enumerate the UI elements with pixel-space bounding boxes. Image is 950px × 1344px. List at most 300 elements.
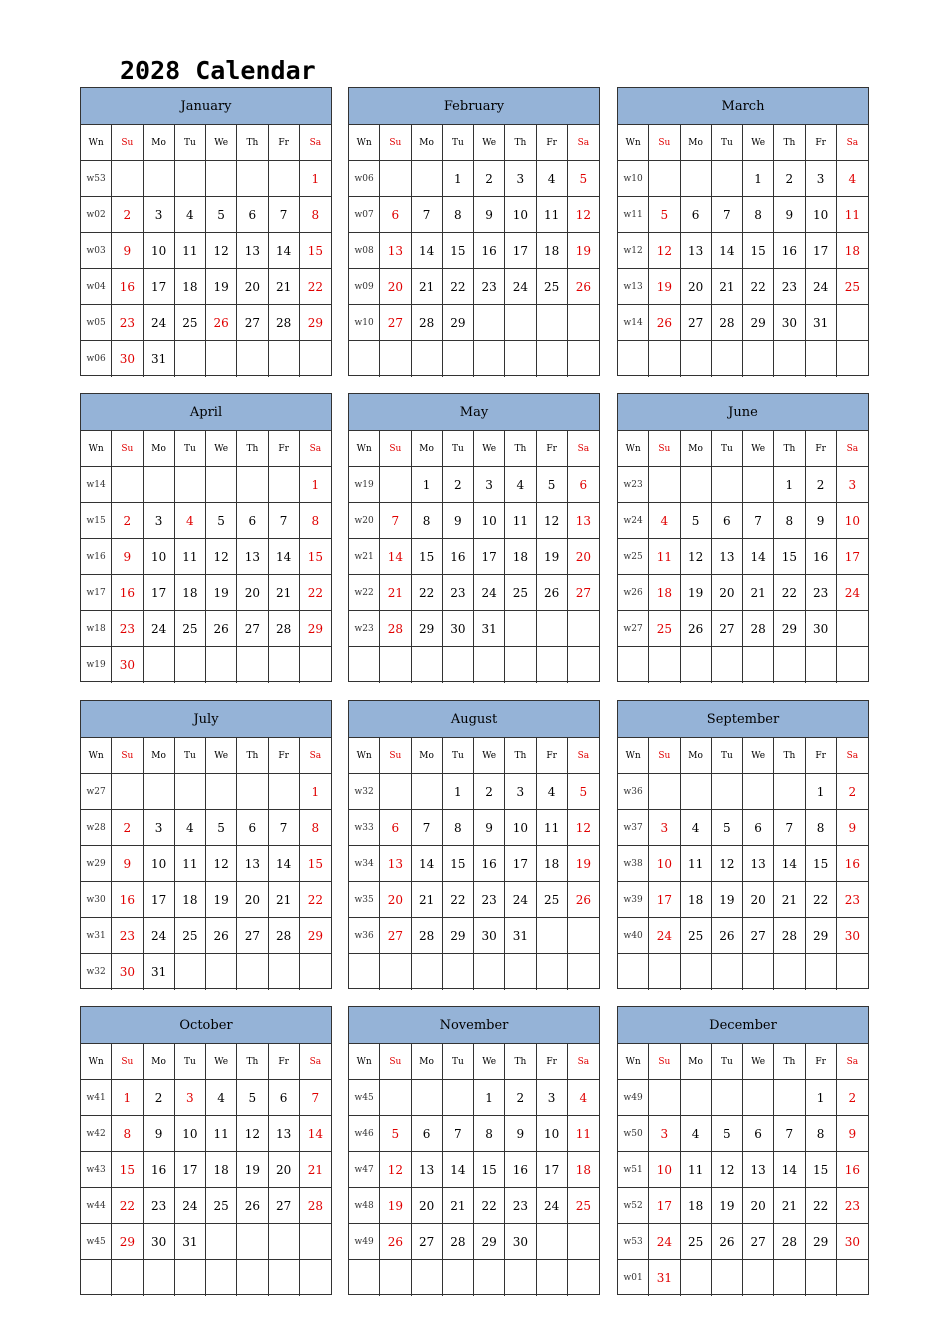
day-cell: 30 (806, 611, 837, 647)
day-cell (206, 774, 237, 810)
day-cell: 19 (681, 575, 712, 611)
day-cell: 9 (112, 233, 143, 269)
day-cell: 21 (743, 575, 774, 611)
week-number: w12 (618, 233, 649, 269)
week-number: w18 (81, 611, 112, 647)
weekday-header: Th (774, 125, 805, 161)
day-cell: 6 (712, 503, 743, 539)
day-cell (474, 954, 505, 990)
week-number: w10 (349, 305, 380, 341)
day-cell (568, 1224, 599, 1260)
day-cell: 8 (806, 1116, 837, 1152)
week-number: w23 (618, 467, 649, 503)
day-cell: 11 (568, 1116, 599, 1152)
day-cell: 14 (412, 233, 443, 269)
day-cell: 2 (474, 161, 505, 197)
day-cell: 28 (412, 918, 443, 954)
weekday-header: Tu (175, 1044, 206, 1080)
weekday-header: Sa (568, 1044, 599, 1080)
day-cell: 17 (175, 1152, 206, 1188)
week-number: w28 (81, 810, 112, 846)
day-cell: 8 (443, 197, 474, 233)
week-number: w25 (618, 539, 649, 575)
day-cell (380, 161, 411, 197)
day-cell: 1 (743, 161, 774, 197)
day-cell: 13 (237, 846, 268, 882)
day-cell: 11 (505, 503, 536, 539)
week-number: w05 (81, 305, 112, 341)
weekday-header: We (206, 125, 237, 161)
week-number: w23 (349, 611, 380, 647)
day-cell: 17 (474, 539, 505, 575)
week-number: w42 (81, 1116, 112, 1152)
day-cell: 20 (269, 1152, 300, 1188)
day-cell (837, 954, 868, 990)
day-cell (412, 1080, 443, 1116)
day-cell (505, 1260, 536, 1296)
day-cell: 23 (144, 1188, 175, 1224)
weekday-header: Sa (300, 738, 331, 774)
month-title: April (81, 394, 331, 431)
day-cell: 11 (206, 1116, 237, 1152)
day-cell (505, 647, 536, 683)
day-cell: 6 (412, 1116, 443, 1152)
day-cell: 19 (568, 846, 599, 882)
day-cell: 8 (412, 503, 443, 539)
month-october (80, 1006, 332, 1295)
day-cell (380, 341, 411, 377)
day-cell (537, 954, 568, 990)
week-number: w11 (618, 197, 649, 233)
day-cell: 24 (474, 575, 505, 611)
day-cell (537, 305, 568, 341)
day-cell: 25 (175, 305, 206, 341)
week-number: w47 (349, 1152, 380, 1188)
day-cell (568, 918, 599, 954)
day-cell: 26 (206, 918, 237, 954)
day-cell: 16 (774, 233, 805, 269)
day-cell: 18 (175, 575, 206, 611)
weekday-header: Sa (300, 1044, 331, 1080)
day-cell (269, 467, 300, 503)
day-cell: 21 (412, 269, 443, 305)
weekday-header: Fr (806, 738, 837, 774)
day-cell: 26 (380, 1224, 411, 1260)
day-cell: 2 (774, 161, 805, 197)
day-cell (505, 611, 536, 647)
day-cell: 13 (712, 539, 743, 575)
day-cell (743, 954, 774, 990)
day-cell: 12 (568, 810, 599, 846)
day-cell: 24 (806, 269, 837, 305)
day-cell: 15 (443, 846, 474, 882)
day-cell: 11 (175, 846, 206, 882)
day-cell: 18 (681, 1188, 712, 1224)
day-cell: 8 (806, 810, 837, 846)
day-cell: 13 (412, 1152, 443, 1188)
day-cell: 12 (712, 1152, 743, 1188)
day-cell: 4 (681, 1116, 712, 1152)
day-cell (505, 341, 536, 377)
day-cell (537, 341, 568, 377)
day-cell: 7 (774, 1116, 805, 1152)
day-cell: 13 (380, 233, 411, 269)
day-cell: 19 (237, 1152, 268, 1188)
day-cell: 5 (237, 1080, 268, 1116)
week-number: w06 (81, 341, 112, 377)
week-number: w30 (81, 882, 112, 918)
month-december (617, 1006, 869, 1295)
day-cell: 15 (300, 233, 331, 269)
week-number: w43 (81, 1152, 112, 1188)
weekday-header: Mo (681, 1044, 712, 1080)
weekday-header: Fr (806, 125, 837, 161)
day-cell: 2 (112, 197, 143, 233)
day-cell: 11 (175, 233, 206, 269)
day-cell: 10 (649, 846, 680, 882)
day-cell: 18 (837, 233, 868, 269)
day-cell (300, 1224, 331, 1260)
weekday-header: Th (774, 1044, 805, 1080)
day-cell: 21 (412, 882, 443, 918)
day-cell: 28 (712, 305, 743, 341)
week-number: w04 (81, 269, 112, 305)
day-cell: 13 (681, 233, 712, 269)
day-cell: 27 (237, 918, 268, 954)
day-cell: 8 (743, 197, 774, 233)
day-cell (774, 954, 805, 990)
day-cell: 26 (206, 611, 237, 647)
weekday-header: Th (505, 125, 536, 161)
week-number: w45 (349, 1080, 380, 1116)
weekday-header: We (743, 431, 774, 467)
day-cell: 3 (505, 161, 536, 197)
day-cell (568, 954, 599, 990)
week-number-header: Wn (81, 1044, 112, 1080)
weekday-header: Su (380, 431, 411, 467)
day-cell (237, 467, 268, 503)
week-number-header: Wn (81, 738, 112, 774)
weekday-header: Su (649, 738, 680, 774)
day-cell: 17 (144, 269, 175, 305)
day-cell: 30 (443, 611, 474, 647)
day-cell: 23 (474, 269, 505, 305)
week-number: w02 (81, 197, 112, 233)
day-cell (412, 774, 443, 810)
day-cell (537, 611, 568, 647)
day-cell: 26 (537, 575, 568, 611)
day-cell: 1 (806, 1080, 837, 1116)
day-cell: 24 (175, 1188, 206, 1224)
day-cell: 3 (175, 1080, 206, 1116)
day-cell: 17 (649, 882, 680, 918)
day-cell (380, 954, 411, 990)
day-cell: 10 (837, 503, 868, 539)
day-cell: 1 (443, 774, 474, 810)
week-number: w34 (349, 846, 380, 882)
day-cell: 17 (144, 882, 175, 918)
day-cell: 7 (412, 197, 443, 233)
day-cell: 3 (505, 774, 536, 810)
day-cell: 18 (568, 1152, 599, 1188)
weekday-header: Fr (806, 1044, 837, 1080)
day-cell (412, 341, 443, 377)
day-cell: 24 (649, 1224, 680, 1260)
day-cell: 13 (237, 233, 268, 269)
day-cell: 7 (743, 503, 774, 539)
day-cell: 21 (269, 269, 300, 305)
day-cell: 1 (300, 774, 331, 810)
day-cell: 5 (380, 1116, 411, 1152)
day-cell: 18 (681, 882, 712, 918)
day-cell: 16 (837, 846, 868, 882)
month-august (348, 700, 600, 989)
day-cell: 22 (443, 269, 474, 305)
day-cell: 20 (412, 1188, 443, 1224)
day-cell: 25 (175, 611, 206, 647)
day-cell (681, 774, 712, 810)
day-cell: 27 (568, 575, 599, 611)
day-cell (806, 341, 837, 377)
day-cell: 28 (774, 1224, 805, 1260)
weekday-header: Sa (568, 125, 599, 161)
day-cell (474, 341, 505, 377)
day-cell: 2 (474, 774, 505, 810)
day-cell (300, 954, 331, 990)
day-cell: 2 (112, 810, 143, 846)
day-cell: 9 (144, 1116, 175, 1152)
day-cell (681, 1260, 712, 1296)
weekday-header: Th (505, 431, 536, 467)
day-cell (144, 467, 175, 503)
day-cell (649, 647, 680, 683)
weekday-header: Su (112, 1044, 143, 1080)
day-cell: 26 (649, 305, 680, 341)
day-cell (237, 647, 268, 683)
month-days-grid (81, 1044, 331, 1296)
weekday-header: Tu (443, 431, 474, 467)
weekday-header: Tu (443, 125, 474, 161)
month-days-grid (81, 125, 331, 377)
weekday-header: Sa (300, 125, 331, 161)
day-cell (743, 774, 774, 810)
day-cell (443, 341, 474, 377)
week-number: w17 (81, 575, 112, 611)
day-cell (269, 647, 300, 683)
weekday-header: Sa (837, 1044, 868, 1080)
day-cell: 8 (112, 1116, 143, 1152)
day-cell: 3 (144, 503, 175, 539)
day-cell: 4 (505, 467, 536, 503)
day-cell: 30 (112, 954, 143, 990)
day-cell (743, 467, 774, 503)
day-cell: 8 (774, 503, 805, 539)
week-number: w14 (81, 467, 112, 503)
day-cell (112, 774, 143, 810)
week-number-header: Wn (81, 431, 112, 467)
week-number: w46 (349, 1116, 380, 1152)
day-cell (681, 341, 712, 377)
week-number: w27 (618, 611, 649, 647)
weekday-header: We (743, 738, 774, 774)
day-cell: 4 (681, 810, 712, 846)
week-number-header: Wn (349, 125, 380, 161)
day-cell: 20 (237, 575, 268, 611)
day-cell: 6 (269, 1080, 300, 1116)
weekday-header: Fr (806, 431, 837, 467)
day-cell: 4 (175, 197, 206, 233)
day-cell (269, 954, 300, 990)
week-number: w53 (618, 1224, 649, 1260)
day-cell: 29 (443, 918, 474, 954)
day-cell: 30 (474, 918, 505, 954)
month-title: September (618, 701, 868, 738)
month-title: May (349, 394, 599, 431)
day-cell (380, 1260, 411, 1296)
day-cell: 28 (774, 918, 805, 954)
day-cell: 28 (269, 918, 300, 954)
page-title: 2028 Calendar (120, 56, 316, 85)
weekday-header: Th (237, 125, 268, 161)
day-cell: 10 (505, 810, 536, 846)
week-number (349, 341, 380, 377)
day-cell: 7 (412, 810, 443, 846)
day-cell: 22 (412, 575, 443, 611)
day-cell: 15 (300, 539, 331, 575)
week-number: w35 (349, 882, 380, 918)
day-cell (300, 647, 331, 683)
day-cell: 5 (537, 467, 568, 503)
day-cell: 6 (743, 1116, 774, 1152)
week-number: w32 (81, 954, 112, 990)
month-september (617, 700, 869, 989)
day-cell: 26 (712, 1224, 743, 1260)
day-cell (206, 647, 237, 683)
day-cell: 23 (112, 305, 143, 341)
day-cell: 7 (380, 503, 411, 539)
day-cell: 26 (568, 269, 599, 305)
day-cell: 10 (144, 846, 175, 882)
day-cell: 30 (112, 647, 143, 683)
day-cell: 19 (568, 233, 599, 269)
day-cell: 30 (837, 1224, 868, 1260)
day-cell: 1 (774, 467, 805, 503)
day-cell (206, 467, 237, 503)
day-cell: 6 (568, 467, 599, 503)
day-cell: 16 (443, 539, 474, 575)
day-cell: 29 (806, 1224, 837, 1260)
weekday-header: Mo (144, 125, 175, 161)
day-cell: 27 (743, 1224, 774, 1260)
day-cell: 6 (237, 197, 268, 233)
weekday-header: Mo (144, 431, 175, 467)
weekday-header: Th (237, 738, 268, 774)
week-number: w14 (618, 305, 649, 341)
day-cell (300, 1260, 331, 1296)
weekday-header: Mo (681, 431, 712, 467)
week-number (349, 647, 380, 683)
day-cell (806, 954, 837, 990)
day-cell: 22 (806, 882, 837, 918)
weekday-header: Mo (144, 1044, 175, 1080)
month-january (80, 87, 332, 376)
weekday-header: Sa (568, 431, 599, 467)
week-number: w48 (349, 1188, 380, 1224)
day-cell (412, 161, 443, 197)
month-days-grid (349, 738, 599, 990)
day-cell (712, 1080, 743, 1116)
day-cell (649, 1080, 680, 1116)
day-cell: 3 (474, 467, 505, 503)
day-cell: 29 (743, 305, 774, 341)
weekday-header: Su (380, 738, 411, 774)
day-cell: 1 (300, 467, 331, 503)
day-cell: 19 (206, 882, 237, 918)
day-cell: 27 (380, 305, 411, 341)
weekday-header: Th (505, 738, 536, 774)
weekday-header: Tu (443, 738, 474, 774)
day-cell: 4 (837, 161, 868, 197)
day-cell (237, 1260, 268, 1296)
day-cell (443, 647, 474, 683)
day-cell: 4 (206, 1080, 237, 1116)
day-cell: 2 (505, 1080, 536, 1116)
day-cell: 19 (380, 1188, 411, 1224)
day-cell (743, 647, 774, 683)
day-cell: 21 (443, 1188, 474, 1224)
day-cell: 25 (681, 1224, 712, 1260)
day-cell: 16 (112, 269, 143, 305)
day-cell: 28 (269, 305, 300, 341)
day-cell: 12 (206, 846, 237, 882)
day-cell: 9 (806, 503, 837, 539)
day-cell: 6 (380, 810, 411, 846)
day-cell: 29 (412, 611, 443, 647)
day-cell: 29 (474, 1224, 505, 1260)
day-cell: 14 (443, 1152, 474, 1188)
day-cell (237, 341, 268, 377)
weekday-header: Fr (537, 431, 568, 467)
day-cell (175, 341, 206, 377)
week-number: w49 (618, 1080, 649, 1116)
weekday-header: Tu (175, 738, 206, 774)
day-cell: 21 (269, 882, 300, 918)
day-cell: 16 (837, 1152, 868, 1188)
day-cell: 10 (537, 1116, 568, 1152)
week-number: w36 (349, 918, 380, 954)
week-number-header: Wn (618, 431, 649, 467)
day-cell: 21 (774, 1188, 805, 1224)
day-cell (743, 341, 774, 377)
weekday-header: Su (649, 431, 680, 467)
day-cell: 29 (774, 611, 805, 647)
day-cell: 4 (175, 503, 206, 539)
day-cell: 15 (412, 539, 443, 575)
week-number: w52 (618, 1188, 649, 1224)
day-cell (681, 161, 712, 197)
day-cell: 12 (712, 846, 743, 882)
day-cell (443, 1260, 474, 1296)
day-cell: 10 (806, 197, 837, 233)
day-cell (681, 467, 712, 503)
weekday-header: Th (505, 1044, 536, 1080)
day-cell: 29 (300, 305, 331, 341)
month-title: December (618, 1007, 868, 1044)
day-cell: 11 (681, 1152, 712, 1188)
day-cell: 27 (237, 611, 268, 647)
day-cell (412, 1260, 443, 1296)
day-cell: 12 (681, 539, 712, 575)
